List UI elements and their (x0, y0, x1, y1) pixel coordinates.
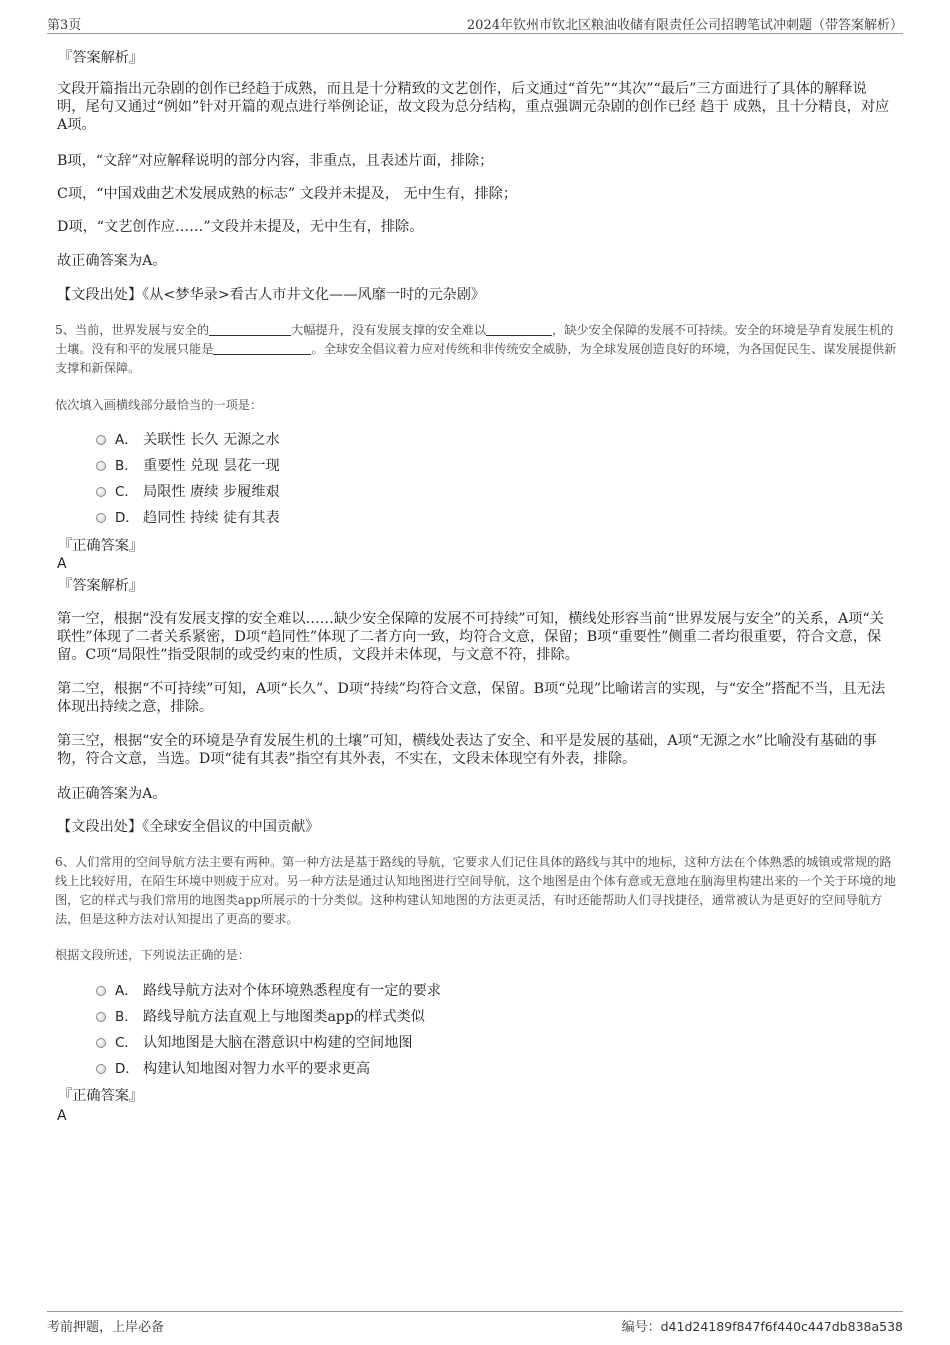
q6-option-c[interactable]: C． 认知地图是大脑在潜意识中构建的空间地图 (96, 1034, 413, 1052)
radio-icon[interactable] (96, 1038, 106, 1048)
q4-source: 【文段出处】《从<梦华录>看古人市井文化——风靡一时的元杂剧》 (57, 287, 486, 303)
q4-analysis-p4: D项，“文艺创作应……”文段并未提及，无中生有，排除。 (57, 219, 424, 235)
radio-icon[interactable] (96, 1012, 106, 1022)
footer-slogan: 考前押题，上岸必备 (47, 1320, 165, 1335)
q5-stem-part4: 。全球安全倡议着力应对传统和非传统安全威胁，为全球发展创造良好的环境，为各国促民生、谋发展提供新支撑和新保障。 (55, 342, 897, 375)
page-number: 第3页 (47, 18, 82, 33)
footer-code-value: d41d24189f847f6f440c447db838a538 (660, 1319, 903, 1334)
radio-icon[interactable] (96, 513, 106, 523)
document-title: 2024年钦州市钦北区粮油收储有限责任公司招聘笔试冲刺题（带答案解析） (466, 18, 903, 33)
q6-option-d[interactable]: D． 构建认知地图对智力水平的要求更高 (96, 1060, 370, 1078)
radio-icon[interactable] (96, 461, 106, 471)
q5-analysis-p2: 第二空，根据“不可持续”可知，A项“长久”、D项“持续”均符合文意，保留。B项“兑现”比喻诺言的实现，与“安全”搭配不当，且无法体现出持续之意，排除。 (57, 681, 886, 715)
q6-option-b[interactable]: B． 路线导航方法直观上与地图类app的样式类似 (96, 1008, 425, 1026)
q5-stem-part3: ，缺少安全保障的发展不可持续。安全的环境是孕育发展生机的土壤。没有和平的发展只能是 (55, 323, 894, 356)
q5-analysis-p1: 第一空，根据“没有发展支撑的安全难以……缺少安全保障的发展不可持续”可知，横线处形容当前“世界发展与安全”的关系，A项“关联性”体现了二者关系紧密，D项“趋同性”体现了二者方向一致，均符合文意，保留；B项“重要性”侧重二者均很重要，符合文意，保留。C项“局限性”指受限制的或受约束的性质，文段并未体现，与文意不符，排除。 (57, 611, 884, 663)
q5-stem (55, 321, 897, 378)
q5-blank-1 (209, 324, 291, 336)
radio-icon[interactable] (96, 986, 106, 996)
radio-icon[interactable] (96, 435, 106, 445)
q5-stem-part1: 5、当前，世界发展与安全的 (55, 323, 210, 337)
q5-option-c[interactable]: C． 局限性 赓续 步履维艰 (96, 483, 280, 501)
radio-icon[interactable] (96, 1064, 106, 1074)
q5-option-d[interactable]: D． 趋同性 持续 徒有其表 (96, 509, 280, 527)
q5-analysis-label: 『答案解析』 (58, 578, 144, 594)
q5-answer-line: 故正确答案为A。 (57, 786, 167, 802)
radio-icon[interactable] (96, 487, 106, 497)
q4-answer-line: 故正确答案为A。 (57, 253, 167, 269)
q4-analysis-label: 『答案解析』 (58, 50, 144, 66)
q6-stem: 6、人们常用的空间导航方法主要有两种。第一种方法是基于路线的导航，它要求人们记住具体的路线与其中的地标，这种方法在个体熟悉的城镇或常规的路线上比较好用，在陌生环境中则疲于应对。另一种方法是通过认知地图进行空间导航，这个地图是由个体有意或无意地在脑海里构建出来的一个关于环境的地图，它的样式与我们常用的地图类app所展示的十分类似。这种构建认知地图的方法更灵活，有时还能帮助人们寻找捷径，通常被认为是更好的空间导航方法，但是这种方法对认知提出了更高的要求。 (55, 855, 896, 926)
q5-analysis-p3: 第三空，根据“安全的环境是孕育发展生机的土壤”可知，横线处表达了安全、和平是发展的基础，A项“无源之水”比喻没有基础的事物，符合文意，当选。D项“徒有其表”指空有其外表，不实在，文段未体现空有外表，排除。 (57, 733, 877, 767)
q5-blank-3 (213, 343, 311, 355)
q4-analysis-p3: C项，“中国戏曲艺术发展成熟的标志” 文段并未提及， 无中生有，排除； (57, 186, 518, 202)
q4-analysis-p2: B项，“文辞”对应解释说明的部分内容，非重点，且表述片面，排除； (57, 153, 494, 169)
q5-instruction: 依次填入画横线部分最恰当的一项是： (55, 398, 263, 412)
q5-option-a[interactable]: A． 关联性 长久 无源之水 (96, 431, 280, 449)
page-header (47, 12, 903, 34)
q6-correct-answer: A (57, 1108, 67, 1124)
footer-code (622, 1316, 903, 1335)
q5-blank-2 (486, 324, 552, 336)
q4-analysis-p1: 文段开篇指出元杂剧的创作已经趋于成熟，而且是十分精致的文艺创作，后文通过“首先”“其次”“最后”三方面进行了具体的解释说明，尾句又通过“例如”针对开篇的观点进行举例论证，故文段为总分结构，重点强调元杂剧的创作已经 趋于 成熟，且十分精良，对应A项。 (57, 81, 890, 133)
page-footer (47, 1311, 903, 1333)
q5-option-b[interactable]: B． 重要性 兑现 昙花一现 (96, 457, 280, 475)
q6-correct-label: 『正确答案』 (58, 1088, 144, 1104)
q5-source: 【文段出处】《全球安全倡议的中国贡献》 (57, 819, 320, 835)
q6-instruction: 根据文段所述，下列说法正确的是： (55, 948, 250, 962)
q5-correct-label: 『正确答案』 (58, 538, 144, 554)
q5-stem-part2: 大幅提升，没有发展支撑的安全难以 (291, 323, 487, 337)
footer-code-label: 编号： (621, 1320, 661, 1335)
q5-correct-answer: A (57, 556, 67, 572)
q6-option-a[interactable]: A． 路线导航方法对个体环境熟悉程度有一定的要求 (96, 982, 441, 1000)
